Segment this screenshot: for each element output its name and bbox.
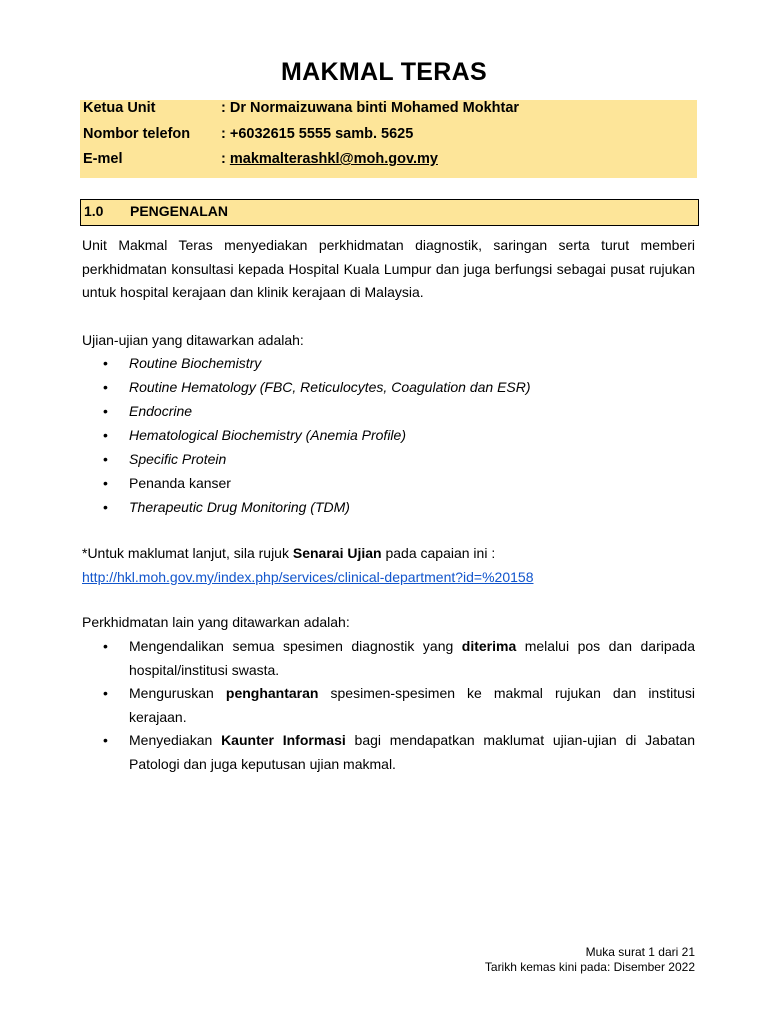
test-item: Endocrine [129,403,193,419]
list-item [82,400,695,424]
service-bold: diterima [461,638,517,654]
bullet-icon: • [103,403,108,419]
test-item: Hematological Biochemistry (Anemia Profile) [129,427,406,443]
section-heading [80,199,699,226]
section-title: PENGENALAN [130,203,229,219]
service-after: spesimen-spesimen ke makmal rujukan dan institusi kerajaan. [129,685,696,725]
bullet-icon: • [103,732,108,748]
test-item: Specific Protein [129,451,227,467]
tests-list [82,352,695,520]
contact-row-head [83,100,519,116]
list-item [82,424,695,448]
email-label: E-mel [83,151,123,167]
contact-row-email [83,151,438,167]
service-before: Menyediakan [129,732,222,748]
last-updated: Tarikh kemas kini pada: Disember 2022 [484,960,695,974]
list-item [82,496,695,520]
service-after: bagi mendapatkan maklumat ujian-ujian di Jabatan Patologi dan juga keputusan ujian makmal. [129,732,695,772]
head-label: Ketua Unit [83,100,156,116]
more-info-suffix: pada capaian ini : [381,545,496,561]
list-item [82,729,695,776]
list-item [82,376,695,400]
contact-info-box [80,100,697,178]
test-item: Routine Hematology (FBC, Reticulocytes, Coagulation dan ESR) [129,379,531,395]
email-link[interactable]: makmalterashkl@moh.gov.my [229,151,438,167]
more-info-line [82,543,495,563]
section-number: 1.0 [84,203,104,219]
tests-heading: Ujian-ujian yang ditawarkan adalah: [82,332,304,348]
bullet-icon: • [103,355,108,371]
list-item [82,352,695,376]
intro-paragraph: Unit Makmal Teras menyediakan perkhidmatan diagnostik, saringan serta turut memberi perkhidmatan konsultasi kepada Hospital Kuala Lumpur dan juga berfungsi sebagai pusat rujukan untuk hospital kerajaan dan klinik kerajaan di Malaysia. [82,237,695,301]
test-item: Penanda kanser [129,475,231,491]
email-prefix: : [221,151,230,167]
list-item [82,635,695,682]
page-title: MAKMAL TERAS [281,58,487,86]
contact-row-phone [83,126,413,142]
test-item: Therapeutic Drug Monitoring (TDM) [129,499,350,515]
list-item [82,682,695,729]
phone-label: Nombor telefon [83,126,191,142]
test-item: Routine Biochemistry [129,355,262,371]
service-before: Mengendalikan semua spesimen diagnostik yang [129,638,462,654]
bullet-icon: • [103,451,108,467]
bullet-icon: • [103,499,108,515]
test-list-link[interactable]: http://hkl.moh.gov.my/index.php/services/clinical-department?id=%20158 [82,569,534,585]
bullet-icon: • [103,638,108,654]
bullet-icon: • [103,685,108,701]
more-info-bold: Senarai Ujian [292,545,382,561]
bullet-icon: • [103,379,108,395]
page-number: Muka surat 1 dari 21 [585,945,695,959]
bullet-icon: • [103,475,108,491]
more-info-prefix: *Untuk maklumat lanjut, sila rujuk [82,545,293,561]
phone-value: : +6032615 5555 samb. 5625 [221,126,414,142]
service-bold: penghantaran [225,685,319,701]
list-item [82,472,695,496]
service-before: Menguruskan [129,685,226,701]
bullet-icon: • [103,427,108,443]
list-item [82,448,695,472]
services-list [82,635,695,776]
head-value: : Dr Normaizuwana binti Mohamed Mokhtar [221,100,520,116]
service-after: melalui pos dan daripada hospital/institusi swasta. [129,638,695,678]
services-heading: Perkhidmatan lain yang ditawarkan adalah: [82,614,350,630]
service-bold: Kaunter Informasi [221,732,346,748]
